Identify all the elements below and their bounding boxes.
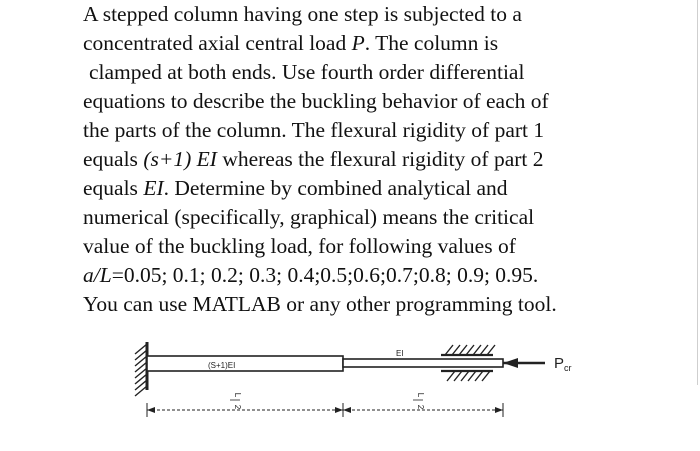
dimension-line (147, 403, 503, 417)
column-diagram (0, 330, 700, 451)
left-fixed-support (135, 342, 147, 396)
problem-line-9: value of the buckling load, for following values of (83, 234, 516, 258)
dim-label-part2 (413, 393, 425, 410)
critical-load-label: $P_{cr}$ (554, 355, 572, 373)
column-part-1 (147, 356, 343, 371)
problem-line-8: numerical (specifically, graphical) means the critical (83, 205, 535, 229)
rigidity-part2-symbol: EI (143, 176, 164, 200)
part1-rigidity-label: (S+1)EI (208, 361, 236, 370)
svg-text:2: 2 (233, 404, 242, 410)
load-arrow (503, 358, 545, 368)
svg-text:2: 2 (416, 404, 425, 410)
problem-line-3: clamped at both ends. Use fourth order differential (89, 60, 525, 84)
svg-text:L: L (416, 392, 425, 398)
problem-line-1: A stepped column having one step is subjected to a (83, 2, 522, 26)
problem-line-2: concentrated axial central load P. The column is (83, 31, 499, 55)
problem-line-5: the parts of the column. The flexural rigidity of part 1 (83, 118, 545, 142)
problem-line-4: equations to describe the buckling behavior of each of (83, 89, 549, 113)
part2-rigidity-label: EI (396, 349, 404, 358)
load-symbol: P (351, 31, 365, 55)
svg-text:L: L (233, 392, 242, 398)
problem-statement (83, 0, 683, 319)
ratio-symbol: a/L (83, 263, 112, 287)
problem-line-6: equals (s+1) EI whereas the flexural rigidity of part 2 (83, 147, 544, 171)
problem-line-11: You can use MATLAB or any other programming tool. (83, 292, 557, 316)
column-part-2 (343, 359, 503, 367)
column-figure (0, 330, 700, 451)
rigidity-part1-symbol: (s+1) EI (143, 147, 217, 171)
page-edge-rule (697, 0, 698, 385)
dim-label-part1 (230, 393, 242, 410)
problem-line-7: equals EI. Determine by combined analytical and (83, 176, 508, 200)
problem-line-10: a/L=0.05; 0.1; 0.2; 0.3; 0.4;0.5;0.6;0.7;0.8; 0.9; 0.95. (83, 263, 539, 287)
